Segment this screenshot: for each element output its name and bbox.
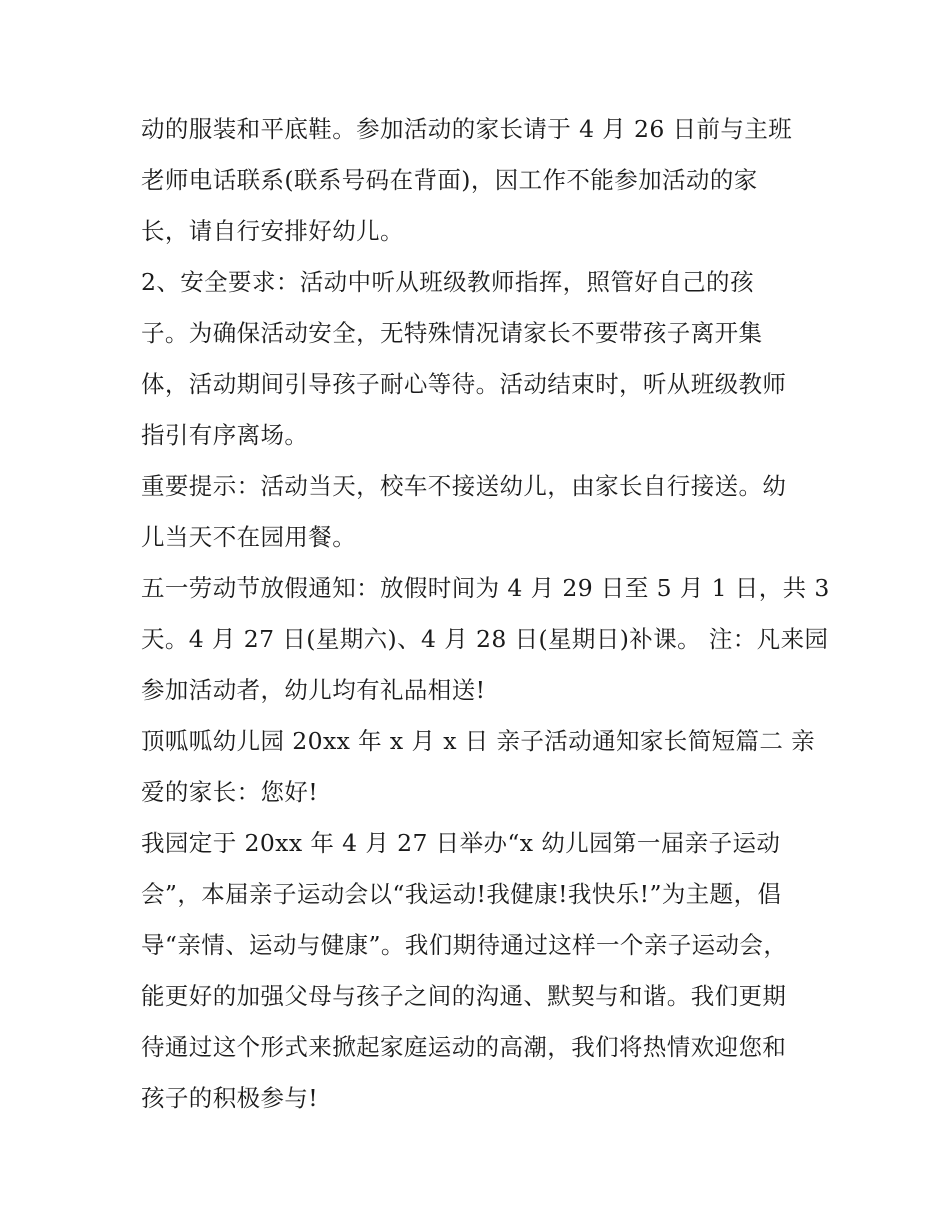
text-line: 长，请自行安排好幼儿。 — [141, 217, 404, 245]
text-line: 子。为确保活动安全，无特殊情况请家长不要带孩子离开集 — [141, 319, 763, 347]
text-line: 待通过这个形式来掀起家庭运动的高潮，我们将热情欢迎您和 — [141, 1033, 787, 1061]
text-line: 动的服装和平底鞋。参加活动的家长请于 4 月 26 日前与主班 — [141, 115, 793, 143]
text-line: 指引有序离场。 — [141, 421, 309, 449]
text-line: 爱的家长：您好! — [141, 778, 319, 806]
text-line: 儿当天不在园用餐。 — [141, 523, 357, 551]
text-line: 2、安全要求：活动中听从班级教师指挥，照管好自己的孩 — [141, 268, 754, 296]
text-line: 参加活动者，幼儿均有礼品相送! — [141, 676, 486, 704]
text-line: 会”，本届亲子运动会以“我运动!我健康!我快乐!”为主题，倡 — [141, 880, 782, 908]
text-line: 天。4 月 27 日(星期六)、4 月 28 日(星期日)补课。 注：凡来园 — [141, 625, 829, 653]
text-line: 顶呱呱幼儿园 20xx 年 x 月 x 日 亲子活动通知家长简短篇二 亲 — [141, 727, 816, 755]
text-line: 老师电话联系(联系号码在背面)，因工作不能参加活动的家 — [141, 166, 758, 194]
text-line: 能更好的加强父母与孩子之间的沟通、默契与和谐。我们更期 — [141, 982, 787, 1010]
text-line: 孩子的积极参与! — [141, 1084, 319, 1112]
text-line: 我园定于 20xx 年 4 月 27 日举办“x 幼儿园第一届亲子运动 — [141, 829, 781, 857]
text-line: 导“亲情、运动与健康”。我们期待通过这样一个亲子运动会， — [141, 931, 788, 959]
text-line: 五一劳动节放假通知：放假时间为 4 月 29 日至 5 月 1 日，共 3 — [141, 574, 830, 602]
text-line: 体，活动期间引导孩子耐心等待。活动结束时，听从班级教师 — [141, 370, 787, 398]
text-line: 重要提示：活动当天，校车不接送幼儿，由家长自行接送。幼 — [141, 472, 787, 500]
